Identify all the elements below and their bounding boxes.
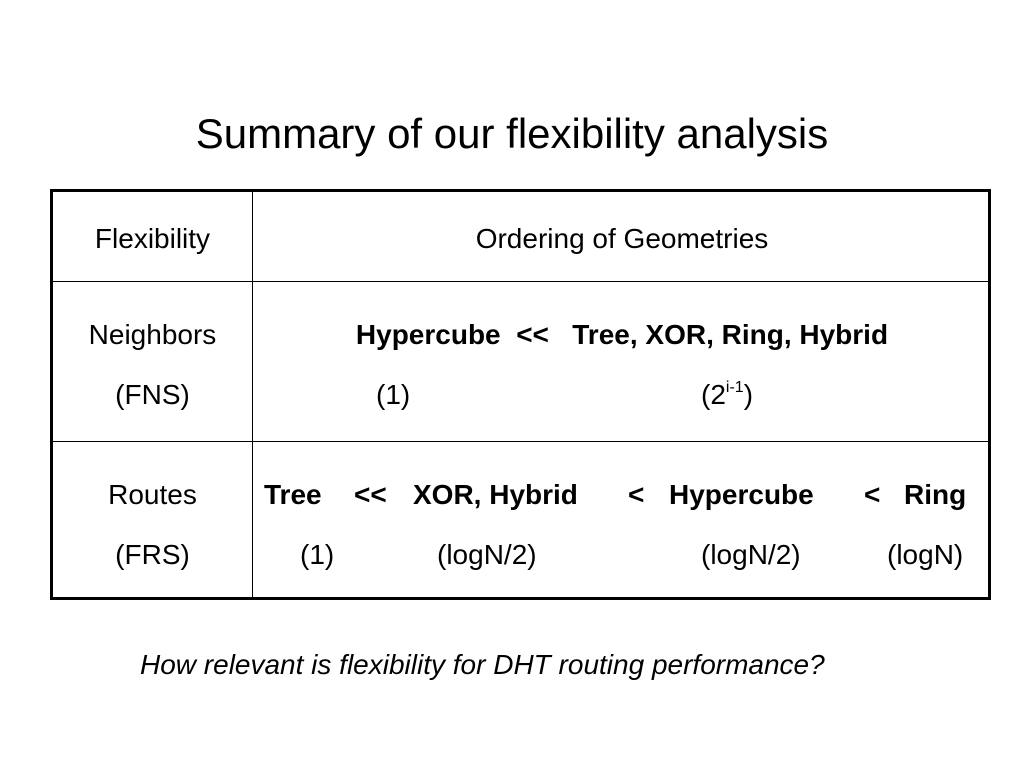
row-label-fns: (FNS) — [115, 379, 190, 410]
routes-term-ring: Ring — [904, 479, 967, 510]
row-label-routes: Routes — [108, 479, 197, 510]
flexibility-table — [50, 189, 991, 600]
routes-value-hypercube: (logN/2) — [701, 539, 801, 570]
value-base: (2 — [701, 379, 726, 410]
routes-term-xor-hybrid: XOR, Hybrid — [413, 479, 578, 510]
routes-term-hypercube: Hypercube — [669, 479, 814, 510]
row-divider — [53, 441, 988, 442]
header-flexibility: Flexibility — [94, 223, 211, 254]
ordering-operator: << — [516, 319, 549, 350]
value-exponent: i-1 — [725, 379, 744, 396]
row-label-neighbors: Neighbors — [88, 319, 217, 350]
routes-operator: << — [354, 479, 387, 510]
routes-value-ring: (logN) — [887, 539, 964, 570]
routes-term-tree: Tree — [264, 479, 322, 510]
routes-operator: < — [628, 479, 645, 510]
neighbors-value-hypercube: (1) — [376, 379, 411, 410]
ordering-term: Hypercube — [355, 319, 501, 350]
value-close: ) — [743, 379, 754, 410]
ordering-term: Tree, XOR, Ring, Hybrid — [572, 319, 889, 350]
footer-question: How relevant is flexibility for DHT routing performance? — [140, 649, 825, 680]
neighbors-value-others — [701, 378, 753, 412]
routes-value-xor-hybrid: (logN/2) — [437, 539, 537, 570]
row-divider — [53, 281, 988, 282]
slide-title: Summary of our flexibility analysis — [195, 110, 829, 157]
header-ordering: Ordering of Geometries — [475, 223, 769, 254]
neighbors-ordering — [253, 318, 991, 352]
row-label-frs: (FRS) — [115, 539, 190, 570]
routes-value-tree: (1) — [300, 539, 335, 570]
routes-operator: < — [864, 479, 881, 510]
